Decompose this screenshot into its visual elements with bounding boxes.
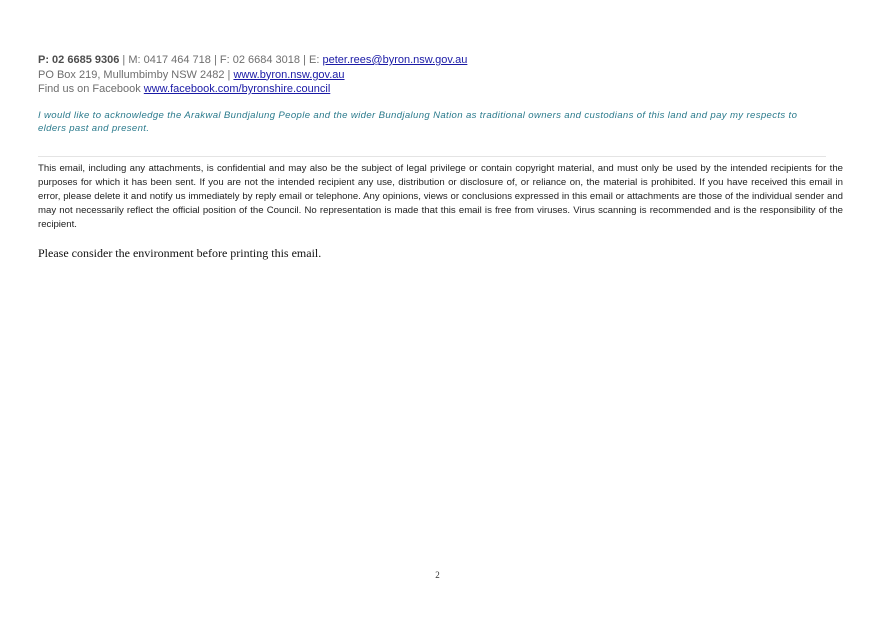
page-number: 2 [435, 570, 440, 580]
fax-number: F: 02 6684 3018 [219, 54, 301, 66]
separator: | [213, 54, 217, 66]
environment-note: Please consider the environment before printing this email. [38, 246, 322, 260]
signature-address-line [38, 68, 838, 83]
separator: | [122, 54, 126, 66]
country-acknowledgement: I would like to acknowledge the Arakwal Bundjalung People and the wider Bundjalung Nation as traditional owners and custodians of this land and pay my respects to elders past and present. [38, 110, 798, 134]
email-link[interactable]: peter.rees@byron.nsw.gov.au [322, 54, 468, 66]
signature-contact-line [38, 53, 838, 68]
separator: | [227, 68, 231, 81]
facebook-link[interactable]: www.facebook.com/byronshire.council [143, 83, 331, 95]
phone-number: P: 02 6685 9306 [38, 54, 120, 66]
email-signature [38, 53, 838, 97]
facebook-prefix: Find us on Facebook [38, 83, 141, 95]
confidentiality-disclaimer: This email, including any attachments, is confidential and may also be the subject of legal privilege or contain copyright material, and must only be used by the intended recipients for the purposes for which it has been sent. If you are not the intended recipient any use, distribution or disclosure of, or reliance on, the material is prohibited. If you have received this email in error, please delete it and notify us immediately by reply email or telephone. Any opinions, views or conclusions expressed in this email or attachments are those of the individual sender and may not necessarily reflect the official position of the Council. No representation is made that this email is free from viruses. Virus scanning is recommended and is the responsibility of the recipient. [38, 163, 843, 230]
signature-facebook-line [38, 82, 838, 97]
separator: | [303, 54, 306, 66]
mobile-number: M: 0417 464 718 [128, 54, 211, 66]
divider [38, 156, 826, 157]
postal-address: PO Box 219, Mullumbimby NSW 2482 [38, 68, 225, 81]
website-link[interactable]: www.byron.nsw.gov.au [233, 68, 345, 81]
email-prefix: E: [309, 54, 320, 66]
